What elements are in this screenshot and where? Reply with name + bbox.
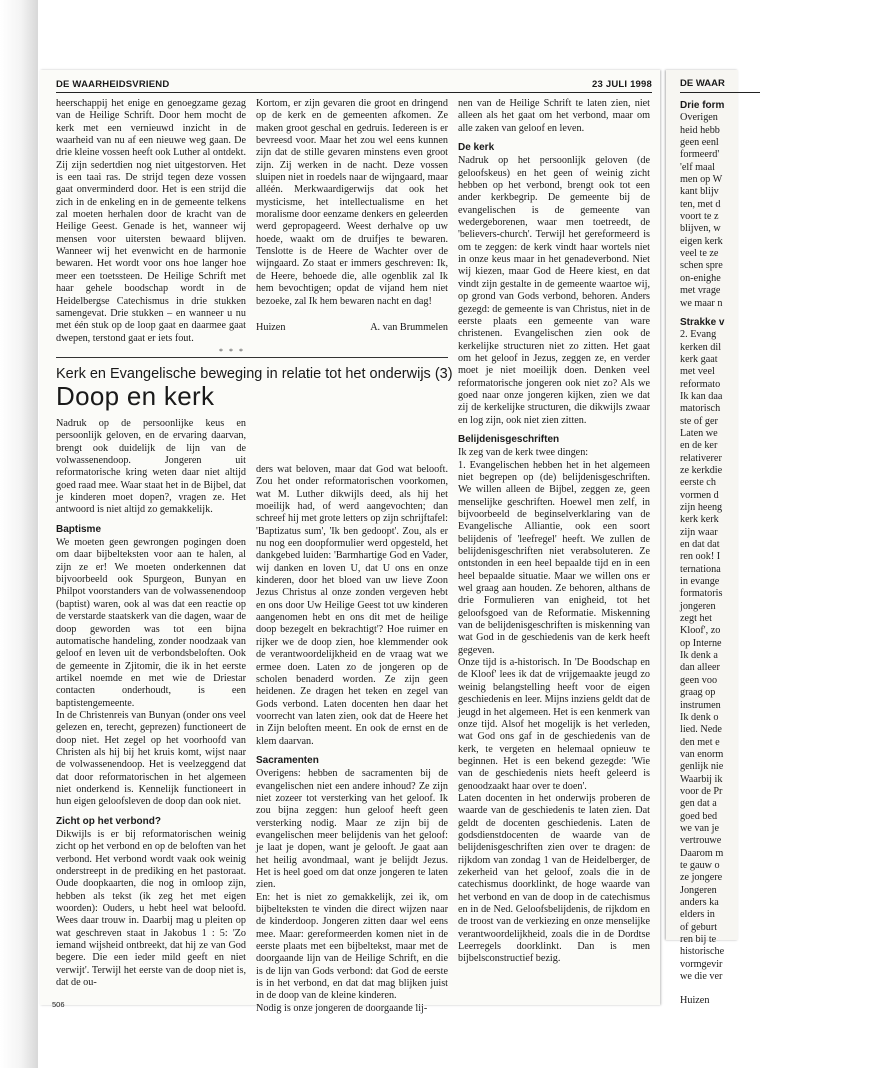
paragraph: Ik zeg van de kerk twee dingen: — [458, 447, 589, 459]
next-page-line: met veel — [680, 366, 715, 378]
next-page-line: ste of ger — [680, 415, 718, 427]
next-page-line: 'elf maal — [680, 161, 715, 173]
next-page-line: kerk gaat — [680, 353, 718, 365]
next-page-line: van enorm — [680, 748, 724, 760]
next-page-line: reformato — [680, 378, 721, 390]
next-page-line: op Interne — [680, 637, 722, 649]
next-page-line: zijn waar — [680, 526, 718, 538]
next-page-line: ten, met d — [680, 198, 721, 210]
next-page-column — [680, 100, 880, 1008]
next-page-line: vertrouwe — [680, 835, 722, 847]
paragraph: In de Christenreis van Bunyan (onder ons veel gelezen en, terecht, geprezen) functioneert de doop niet. Het zegel op het voorhoofd van Christen als hij bij het kruis komt, wijst naar de volwassenendoop. Het is veelzeggend dat dat door reformatorischen in het algemeen niet onderkend is. Kennelijk functioneert in hun eigen geloofsleven de doop dan ook niet. — [56, 709, 246, 808]
paragraph: Overigens: hebben de sacramenten bij de evangelischen niet een andere inhoud? Ze zijn niet zozeer tot versterking van het geloof. Ik zou bijna zeggen: hun geloof heeft geen versterking nodig. Maar ze zijn bij de evangelischen meer belijdenis van het geloof: je laat je dopen, want je gelooft. Je gaat aan het heilig avondmaal, want je belijdt Jezus. Het is heel goed om dat onze jongeren te laten zien. — [256, 768, 448, 891]
paragraph: Onze tijd is a-historisch. In 'De Boodschap en de Kloof' lees ik dat de vrijgemaakte jeugd zo weinig belangstelling heeft voor de eigen geschiedenis en leer. Mijns inziens geldt dat de jeugd in het algemeen. Het is een kenmerk van onze tijd. Alsof het mogelijk is het verleden, wat God ons gaf in de geschiedenis van de kerk, te vergeten en helemaal opnieuw te beginnen. Het is een bekend gezegde: 'Wie van de geschiedenis niets heeft geleerd is genoodzaakt haar over te doen'. — [458, 657, 650, 792]
next-page-line: instrumen — [680, 699, 721, 711]
next-page-line: we van je — [680, 822, 720, 834]
next-page-header: DE WAAR — [680, 78, 760, 93]
signature-author: A. van Brummelen — [370, 321, 448, 333]
paragraph: Nadruk op de persoonlijke keus en persoonlijk geloven, en de ervaring daarvan, brengt ook duidelijk de lijn van de volwassenendoop. Jongeren uit reformatorische kring weten daar niet altijd goed raad mee. Waar staat het in de Bijbel, dat je kinderen moet dopen?, vragen ze. Het antwoord is niet altijd zo gemakkelijk. — [56, 418, 246, 516]
next-page-line: Laten we — [680, 427, 718, 439]
next-page-line: geen eenl — [680, 137, 719, 149]
article-title: Doop en kerk — [56, 381, 215, 411]
next-page-line: dan alleer — [680, 662, 720, 674]
section-heading: Baptisme — [56, 523, 102, 535]
next-page-line: historische — [680, 946, 725, 958]
signature-place: Huizen — [680, 995, 710, 1007]
next-page-line: anders ka — [680, 897, 719, 908]
next-page-line: heid hebb — [680, 124, 720, 136]
next-page-line: Ik denk a — [680, 650, 718, 662]
paragraph: heerschappij het enige en genoegzame gezag van de Heilige Schrift. Door hem mocht de kerk met een vernieuwd inzicht in de waarheid van nu af een nieuwe weg gaan. De drie kleine vossen heeft ook Luther al ontdekt. Zij zijn sedertdien nog niet uitgestorven. Het is een taai ras. De strijd tegen deze vossen gaat onverminderd door. Het is een strijd die zich in de enkeling en in de gemeente telkens zal moeten herhalen door de kracht van de Heilige Geest. Genade is het, wanneer wij mensen voor uitersten bewaard blijven. Wanneer wij het evenwicht en de harmonie bewaren. Het wordt voor ons hoe langer hoe meer een toetssteen. De Heilige Schrift met haar gehele boodschap wordt in de Heidelbergse Catechismus in drie stukken samengevat. Drie stukken – en wanneer u nu met één stuk op de loop gaat en daarmee gaat dwepen, terstond gaat er iets fout. — [56, 98, 246, 344]
book-gutter — [0, 0, 38, 1068]
next-page-line: men op W — [680, 174, 723, 186]
next-page-line: schen spre — [680, 260, 723, 272]
column-2-article — [256, 464, 448, 1014]
next-page-line: Overigen — [680, 112, 718, 124]
next-page-line: met vrage — [680, 285, 721, 297]
next-page-line: vormgevir — [680, 958, 723, 970]
publication-name: DE WAARHEIDSVRIEND — [56, 79, 170, 90]
next-page-line: gen dat a — [680, 798, 717, 810]
next-page-line: formatoris — [680, 588, 723, 600]
next-page-line: we maar n — [680, 297, 723, 309]
paragraph: ders wat beloven, maar dat God wat belooft. Zou het onder reformatorischen voorkomen, wat M. Luther dikwijls deed, als hij het moeilijk had, of werd aangevochten; dan schreef hij met grote letters op zijn schrijftafel: 'Baptizatus sum', 'Ik ben gedoopt'. Zou, als er nu nog een doopformulier werd opgesteld, het dankgebed luiden: 'Barmhartige God en Vader, wij danken en loven U, dat U ons en onze kinderen, door het bloed van uw lieve Zoon Jezus Christus al onze zonden vergeven hebt en ons door Uw Heilige Geest tot uw kinderen aangenomen hebt en ons dit met de heilige doop bezegelt en bekrachtigt'? Hoe ruimer en rijker we de doop zien, hoe klemmender ook de verantwoordelijkheid en de vraag wat we ermee doen. Laten zo de jongeren op de scholen benaderd worden. Ze zijn geen heidenen. Ze dragen het teken en zegel van Gods verbond. Laten docenten hen daar het voorrecht van laten zien, ook dat de Heere het in Zijn beloften meent. En ook de ernst en de klem daarvan. — [256, 464, 448, 747]
section-heading: Sacramenten — [256, 754, 319, 766]
page-header — [56, 78, 652, 93]
next-page-line: ternationa — [680, 563, 721, 575]
next-page-line: ren ook! I — [680, 551, 721, 563]
next-page-line: den met e — [680, 736, 720, 748]
signature-place: Huizen — [256, 321, 286, 333]
next-page-line: elders in — [680, 909, 715, 921]
next-page-line: jongeren — [680, 600, 716, 612]
paragraph: Dikwijls is er bij reformatorischen weinig zicht op het verbond en op de beloften van het verbond. Het verbond wordt vaak ook weinig onderstreept in de prediking en het pastoraat. Oude doopkaarten, die nog in omloop zijn, hebben als tekst (ik zeg het met eigen woorden): Ouders, u hebt heel wat beloofd. Wees daar trouw in. Daarbij mag u pleiten op wat geschreven staat in Jakobus 1 : 5: 'Zo iemand wijsheid ontbreekt, dat hij ze van God begere. Die een ieder mild geeft en niet verwijt'. Terwijl het eerste van de doop niet is, dat de ou- — [56, 829, 246, 989]
next-page-line: en dat dat — [680, 539, 720, 551]
section-heading: De kerk — [458, 142, 495, 154]
next-page-line: voort te z — [680, 211, 719, 223]
horizontal-rule — [56, 357, 448, 358]
paragraph: 1. Evangelischen hebben het in het algemeen niet begrepen op (de) belijdenisgeschriften. We willen alleen de Bijbel, zeggen ze, geen menselijke geschriften. Hoewel men zelf, in bijvoorbeeld de beginselverklaring van de Evangelische Alliantie, ook een soort belijdenis of 'leefregel' heeft. We zullen de belijdenisgeschriften niet verabsoluteren. Ze ontstonden in een heel bepaalde tijd en in een heel bepaalde situatie. Maar we willen ons er wel graag aan houden. Ze behoren, althans de drie Formulieren van enigheid, tot het geloofsgoed van de Reformatie. Miskenning van de belijdenisgeschriften is miskenning van wat God in de geschiedenis van de kerk heeft gegeven. — [458, 459, 650, 656]
next-page-line: Waarbij ik — [680, 773, 723, 785]
next-page-line: matorisch — [680, 403, 721, 415]
column-2-top — [256, 98, 448, 348]
next-page-line: ze jongere — [680, 872, 723, 884]
next-page-line: we die ver — [680, 971, 723, 983]
next-page-line: ren bij te — [680, 934, 717, 946]
section-heading: Zicht op het verbond? — [56, 815, 161, 827]
next-page-edge — [666, 70, 738, 1007]
next-page-line: zijn heeng — [680, 502, 723, 513]
next-page-line: in evange — [680, 576, 720, 588]
next-page-line: kerk kerk — [680, 514, 719, 526]
next-page-line: Ik denk o — [680, 711, 719, 723]
next-page-line: 2. Evang — [680, 329, 717, 341]
next-page-line: relativerer — [680, 452, 722, 464]
next-page-line: blijven, w — [680, 223, 721, 235]
next-page-line: veel te ze — [680, 248, 719, 260]
section-heading: Strakke v — [680, 316, 725, 328]
article-kicker: Kerk en Evangelische beweging in relatie tot het onderwijs (3) — [56, 366, 453, 382]
next-page-lines-1 — [680, 112, 880, 310]
next-page-line: te gauw o — [680, 859, 720, 871]
column-3 — [458, 98, 650, 994]
paragraph: Nadruk op het persoonlijk geloven (de geloofskeus) en het geen of weinig zicht hebben op het verbond, brengt ook tot een ander kerkbegrip. De gemeente bij de evangelischen is de gemeente van wedergeborenen, waar men toetreedt, de 'believers-church'. Terwijl het gereformeerd is om te zeggen: de kerk vindt haar wortels niet in onze keus maar in het genadeverbond. Niet wij kiezen, maar God de Heere kiest, en dat vindt zijn gestalte in de gemeente waartoe wij, op grond van Gods verbond, behoren. Anders gezegd: de gemeente is van Christus, niet in de eerste plaats een gemeente van ware christenen. Evangelischen zien ook de kerkelijke structuren niet zo zitten. Het gaat om het geloof in Jezus, zeggen ze, en verder moet je niet moeilijk doen. Denken veel reformatorische jongeren ook niet zo? Als we goed naar onze jongeren kijken, zien we dat zij de kerkelijke structuren, die dikwijls zwaar en log zijn, ook niet zien zitten. — [458, 155, 650, 426]
next-page-line: voor de Pr — [680, 785, 723, 797]
next-page-line: Jongeren — [680, 884, 717, 896]
next-page-line: formeerd' — [680, 149, 720, 161]
column-1-article — [56, 418, 246, 994]
next-page-line: kant blijv — [680, 186, 719, 198]
next-page-line: goed bed — [680, 810, 718, 822]
column-1-top — [56, 98, 246, 344]
section-separator: * * * — [219, 347, 245, 356]
next-page-line: on-enighe — [680, 272, 721, 284]
next-page-line: Ik kan daa — [680, 390, 723, 402]
next-page-line: geen voo — [680, 674, 718, 686]
next-page-line: graag op — [680, 687, 716, 699]
next-page-line: zegt het — [680, 613, 712, 625]
next-page-line: en de ker — [680, 440, 718, 452]
next-page-line: eerste ch — [680, 477, 716, 489]
next-page-line: vormen d — [680, 489, 719, 501]
section-heading: Drie form — [680, 100, 725, 111]
next-page-line: eigen kerk — [680, 235, 723, 247]
paragraph: Nodig is onze jongeren de doorgaande lij- — [256, 1002, 428, 1014]
next-page-line: ze kerkdie — [680, 464, 723, 476]
next-page-line: Kloof', zo — [680, 625, 721, 637]
paragraph: nen van de Heilige Schrift te laten zien, niet alleen als het gaat om het verbond, maar om alle zaken van geloof en leven. — [458, 98, 650, 134]
publication-date: 23 JULI 1998 — [592, 79, 652, 90]
paragraph: We moeten geen gewrongen pogingen doen om daar bijbelteksten voor aan te halen, al zijn ze er! We moeten onderkennen dat bijvoorbeeld ook Spurgeon, Bunyan en Philpot voorstanders van de volwassenendoop (baptist) waren, ook al was dat een reactie op de verstarde staatskerk van die dagen, waar de doop geworden was tot een bijna automatische handeling, zonder noodzaak van geloof en leven uit de verbondsbeloften. Ook de gemeente in Zjitomir, die ik in het eerste artikel noemde en met wie de Driestar contacten onderhoudt, is een baptistengemeente. — [56, 537, 246, 709]
next-page-line: Daarom m — [680, 847, 724, 859]
next-page-lines-2 — [680, 329, 880, 983]
paragraph: En: het is niet zo gemakkelijk, zei ik, om bijbelteksten te vinden die direct wijzen naar de kinderdoop. Jongeren zitten daar wel eens mee. Maar: gereformeerden komen niet in de eerste plaats met een bijbeltekst, maar met de doorgaande lijn van de Heilige Schrift, en die is de lijn van Gods verbond: dat God de eerste is in het verbond, en dat dat mag blijken juist in de doop van de kleine kinderen. — [256, 891, 448, 1002]
signature-line — [256, 322, 448, 334]
section-heading: Belijdenisgeschriften — [458, 433, 560, 445]
paragraph: Kortom, er zijn gevaren die groot en dringend op de kerk en de gemeenten afkomen. Ze maken groot geschal en gedruis. Iedereen is er bevreesd voor. Maar het zou wel eens kunnen zijn dat de stille gevaren minstens even groot zijn. Zij werken in de nacht. Deze vossen sluipen niet in roedels naar de wijngaard, maar alléén. Merkwaardigerwijs dat ook het mysticisme, het intellectualisme en het moralisme door eenzame denkers en geleerden werd gepropageerd. Weest derhalve op uw hoede, waakt om de druifjes te bewaren. Tenslotte is de Heere de Wachter over de wijngaard. Zo staat er immers geschreven: Ik, de Heere, behoede die, alle ogenblik zal Ik hem bevochtigen; opdat de vijand hem niet bezoeke, zal Ik hem bewaren nacht en dag! — [256, 98, 448, 307]
next-page-line: kerken dil — [680, 341, 722, 353]
next-page-line: lied. Nede — [680, 724, 722, 736]
paragraph: Laten docenten in het onderwijs proberen de waarde van de geschiedenis te laten zien. Dat geldt de docenten geschiedenis. Laten de godsdienstdocenten de waarde van de belijdenisgeschriften zien over te dragen: de rijkdom van zondag 1 van de Heidelberger, de zekerheid van het geloof, zoals die in de catechismus doorklinkt, de hoge waarde van het verbond en van de doop in de catechismus en in de Ned. Geloofsbelijdenis, de rijkdom en de troost van de verkiezing en onze menselijke verantwoordelijkheid, zoals die in de Dordtse Leerregels doorklinkt. Dan is men bijbelsconstructief bezig. — [458, 792, 650, 965]
next-page-line: genlijk nie — [680, 761, 724, 773]
next-page-line: of geburt — [680, 921, 718, 933]
page-number: 506 — [52, 1000, 65, 1009]
